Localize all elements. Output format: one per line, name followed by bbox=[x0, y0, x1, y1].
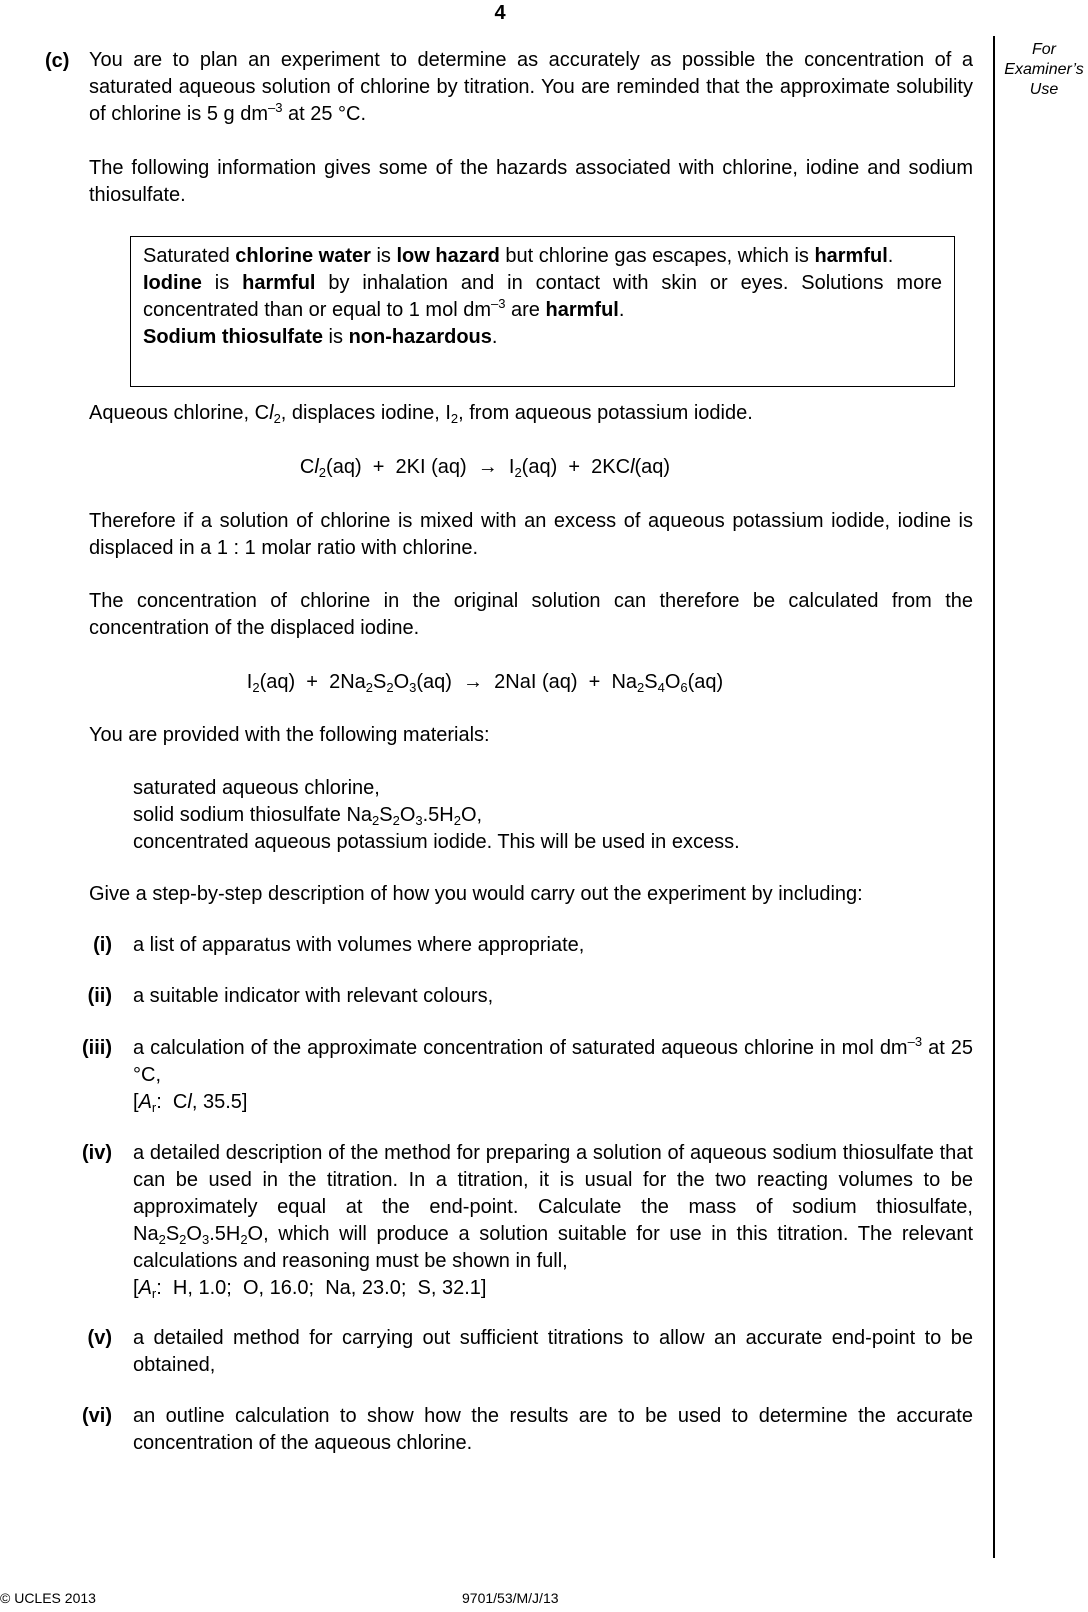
examiner-margin-line bbox=[993, 36, 995, 1558]
question-label: (vi) bbox=[82, 1405, 112, 1427]
question-label: (v) bbox=[87, 1327, 112, 1349]
question-label: (ii) bbox=[87, 985, 112, 1007]
question-text: a list of apparatus with volumes where appropriate, bbox=[133, 934, 585, 956]
equation-titration: $I_2(aq) + 2Na_2S_2O_3(aq) \to 2NaI$ $(aq) + Na_2S_4O_6(aq)$ bbox=[246, 671, 724, 695]
question-text: a calculation of the approximate concentration of saturated aqueous chlorine in mol $dm^{-3}$ at 25 °C, [$A_r$: Cl, 35.5] bbox=[133, 1034, 973, 1115]
question-text: a detailed method for carrying out sufficient titrations to allow an accurate end-point to be obtained, bbox=[133, 1327, 973, 1376]
question-label: (iv) bbox=[82, 1142, 112, 1164]
part-label: (c) bbox=[45, 50, 70, 72]
excess-paragraph: Therefore if a solution of chlorine is mixed with an excess of aqueous potassium iodide, iodine is displaced in a 1 : 1 molar ratio with chlorine. bbox=[89, 510, 973, 559]
displacement-text: Aqueous chlorine, $Cl_2$, displaces iodine, $I_2$, from aqueous potassium iodide. bbox=[89, 402, 753, 426]
footer-copyright: © UCLES 2013 bbox=[0, 1590, 96, 1606]
examiner-label-line: For bbox=[1032, 41, 1056, 58]
question-text: a suitable indicator with relevant colours, bbox=[133, 985, 494, 1007]
examiner-label-line: Use bbox=[1029, 81, 1059, 98]
materials-intro: You are provided with the following materials: bbox=[89, 724, 490, 746]
examiner-use-label bbox=[1000, 40, 1088, 100]
hazard-intro: The following information gives some of the hazards associated with chlorine, iodine and sodium thiosulfate. bbox=[89, 157, 973, 206]
page-number: 4 bbox=[494, 2, 506, 24]
hazard-chlorine: Saturated chlorine water is low hazard but chlorine gas escapes, which is harmful. bbox=[143, 245, 894, 267]
question-text: a detailed description of the method for preparing a solution of aqueous sodium thiosulfate that can be used in the titration. In a titration, it is usual for the two reacting volumes to be approximately equal at the end-point. Calculate the mass of sodium thiosulfate, $Na_2S_2O_3.5H_2O$, which will produce a solution suitable for use in this titration. The relevant calculations and reasoning must be shown in full, [$A_r$: H, 1.0; O, 16.0; Na, 23.0; S, 32.1] bbox=[133, 1142, 973, 1301]
equation-displacement: $Cl_2(aq) + 2KI$ $(aq) \to I_2(aq) + 2KCl(aq)$ bbox=[299, 456, 671, 480]
footer-paper-code: 9701/53/M/J/13 bbox=[462, 1590, 559, 1606]
question-text: an outline calculation to show how the results are to be used to determine the accurate concentration of the aqueous chlorine. bbox=[133, 1405, 973, 1454]
question-label: (iii) bbox=[82, 1037, 112, 1059]
hazard-iodine: Iodine is harmful by inhalation and in contact with skin or eyes. Solutions more concentrated than or equal to 1 mol $dm^{-3}$ are harmful. bbox=[143, 272, 942, 321]
material-chlorine: saturated aqueous chlorine, bbox=[133, 777, 380, 799]
hazard-thiosulfate: Sodium thiosulfate is non-hazardous. bbox=[143, 326, 498, 348]
concentration-paragraph: The concentration of chlorine in the original solution can therefore be calculated from the concentration of the displaced iodine. bbox=[89, 590, 973, 639]
material-thiosulfate: solid sodium thiosulfate $Na_2S_2O_3.5H_2O$, bbox=[133, 804, 483, 828]
material-iodide: concentrated aqueous potassium iodide. This will be used in excess. bbox=[133, 831, 740, 853]
examiner-label-line: Examiner’s bbox=[1004, 61, 1084, 78]
instructions: Give a step-by-step description of how you would carry out the experiment by including: bbox=[89, 883, 863, 905]
hazard-box bbox=[130, 236, 955, 387]
intro-paragraph: You are to plan an experiment to determine as accurately as possible the concentration of a saturated aqueous solution of chlorine by titration. You are reminded that the approximate solubility of chlorine is 5 g $dm^{-3}$ at 25 °C. bbox=[89, 49, 973, 125]
question-label: (i) bbox=[93, 934, 112, 956]
